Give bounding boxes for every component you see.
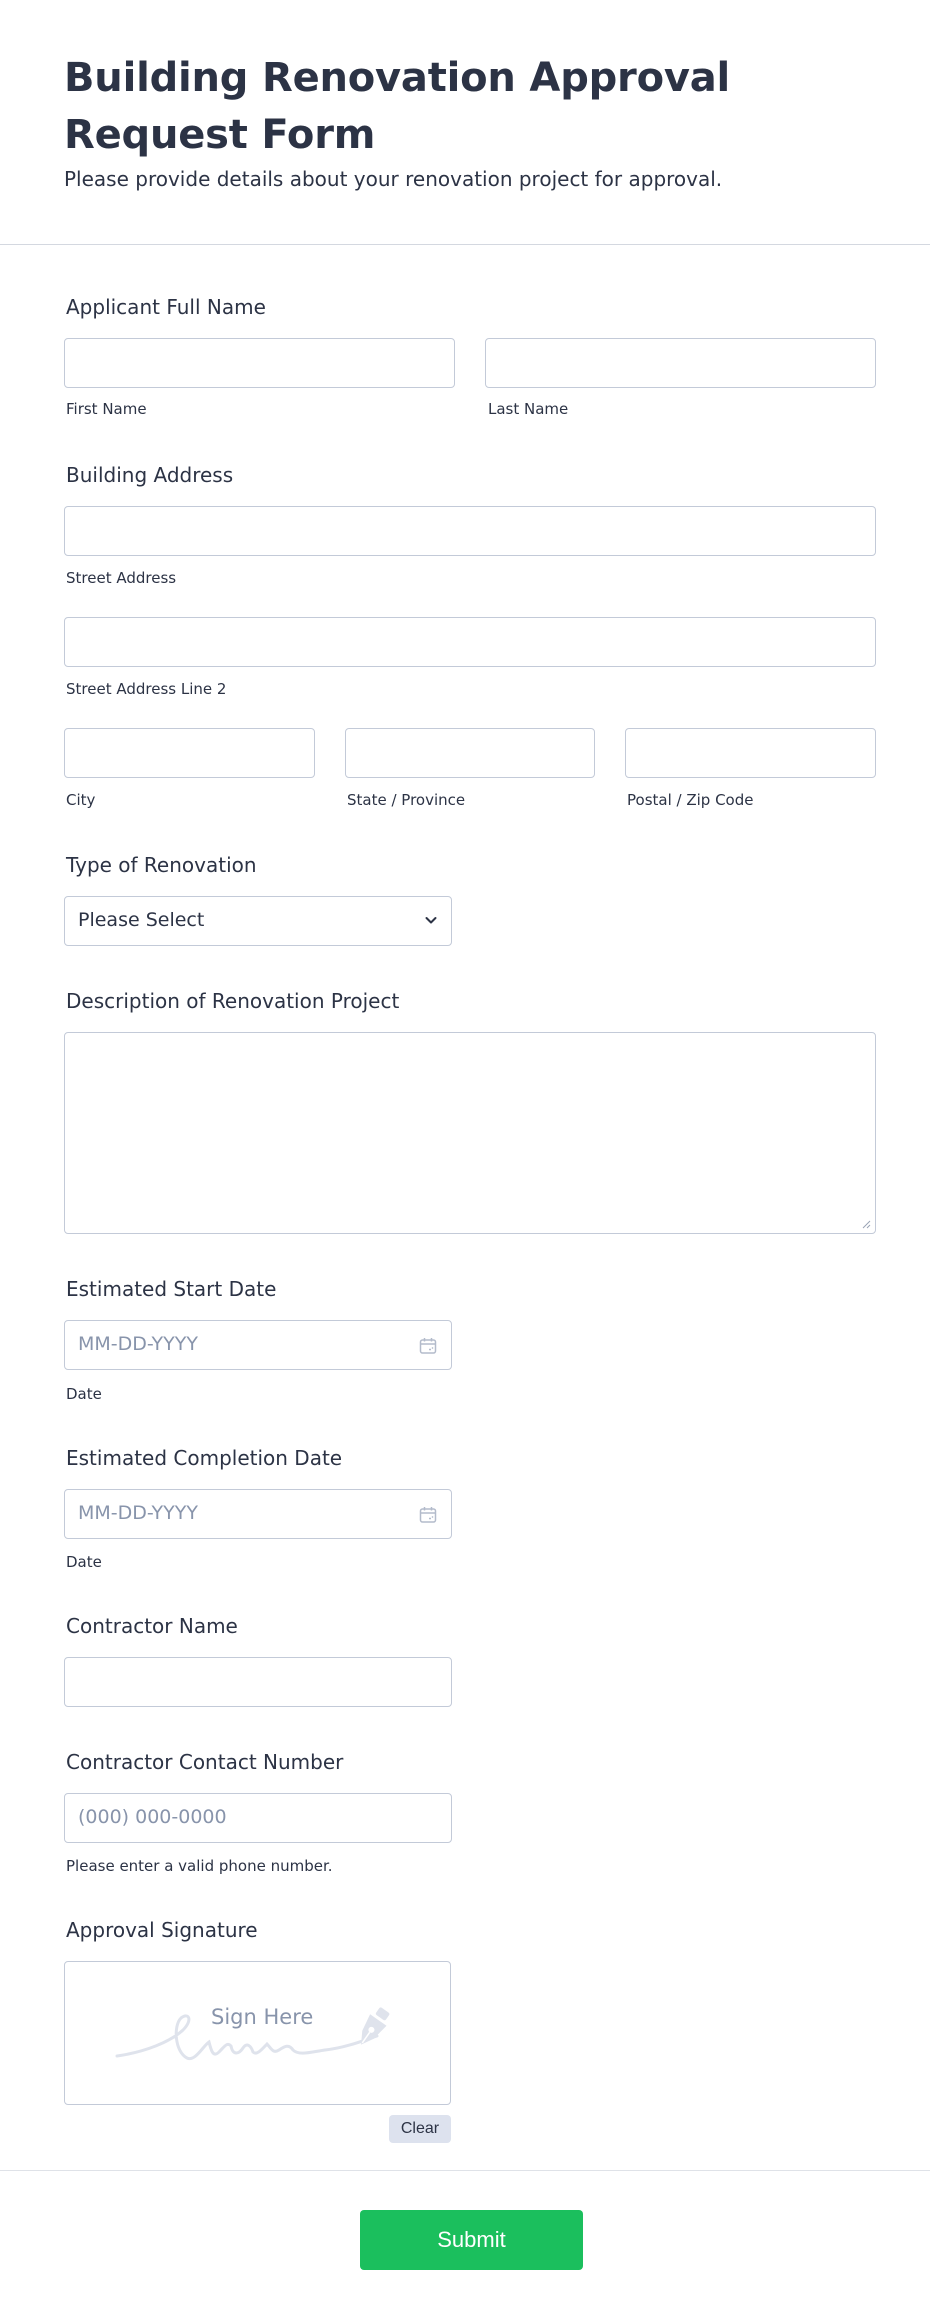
city-sublabel: City bbox=[66, 791, 96, 809]
renovation-type-selected: Please Select bbox=[78, 909, 205, 931]
state-input[interactable] bbox=[345, 728, 595, 778]
form-subtitle: Please provide details about your renovation project for approval. bbox=[64, 167, 723, 191]
contractor-name-input[interactable] bbox=[64, 1657, 452, 1707]
street-address-line2-input[interactable] bbox=[64, 617, 876, 667]
completion-date-placeholder: MM-DD-YYYY bbox=[78, 1502, 198, 1524]
city-input[interactable] bbox=[64, 728, 315, 778]
zip-sublabel: Postal / Zip Code bbox=[627, 791, 754, 809]
zip-input[interactable] bbox=[625, 728, 876, 778]
first-name-input[interactable] bbox=[64, 338, 455, 388]
calendar-icon[interactable] bbox=[418, 1505, 438, 1525]
chevron-down-icon bbox=[423, 912, 439, 928]
completion-date-input[interactable] bbox=[64, 1489, 452, 1539]
first-name-sublabel: First Name bbox=[66, 400, 147, 418]
street-address-line2-sublabel: Street Address Line 2 bbox=[66, 680, 227, 698]
start-date-label: Estimated Start Date bbox=[66, 1277, 277, 1301]
resize-handle-icon[interactable] bbox=[861, 1219, 871, 1229]
completion-date-sublabel: Date bbox=[66, 1553, 102, 1571]
footer-divider bbox=[0, 2170, 930, 2171]
description-textarea[interactable] bbox=[64, 1032, 876, 1234]
start-date-sublabel: Date bbox=[66, 1385, 102, 1403]
renovation-type-label: Type of Renovation bbox=[66, 853, 257, 877]
contact-number-label: Contractor Contact Number bbox=[66, 1750, 344, 1774]
renovation-type-select[interactable] bbox=[64, 896, 452, 946]
description-label: Description of Renovation Project bbox=[66, 989, 400, 1013]
contact-number-input[interactable] bbox=[64, 1793, 452, 1843]
contact-number-helper: Please enter a valid phone number. bbox=[66, 1857, 333, 1875]
street-address-sublabel: Street Address bbox=[66, 569, 177, 587]
building-address-label: Building Address bbox=[66, 463, 234, 487]
completion-date-label: Estimated Completion Date bbox=[66, 1446, 343, 1470]
pen-nib-icon bbox=[349, 2006, 395, 2052]
signature-label: Approval Signature bbox=[66, 1918, 258, 1942]
state-sublabel: State / Province bbox=[347, 791, 466, 809]
street-address-input[interactable] bbox=[64, 506, 876, 556]
clear-signature-button[interactable]: Clear bbox=[389, 2115, 451, 2143]
start-date-placeholder: MM-DD-YYYY bbox=[78, 1333, 198, 1355]
last-name-sublabel: Last Name bbox=[488, 400, 569, 418]
form-title: Building Renovation Approval Request Form bbox=[64, 55, 731, 158]
submit-button[interactable]: Submit bbox=[360, 2210, 583, 2270]
signature-placeholder: Sign Here bbox=[211, 2005, 314, 2029]
signature-pad[interactable] bbox=[64, 1961, 451, 2105]
start-date-input[interactable] bbox=[64, 1320, 452, 1370]
last-name-input[interactable] bbox=[485, 338, 876, 388]
calendar-icon[interactable] bbox=[418, 1336, 438, 1356]
contact-number-placeholder: (000) 000-0000 bbox=[78, 1806, 227, 1828]
applicant-name-label: Applicant Full Name bbox=[66, 295, 266, 319]
form-header bbox=[0, 0, 930, 245]
contractor-name-label: Contractor Name bbox=[66, 1614, 238, 1638]
